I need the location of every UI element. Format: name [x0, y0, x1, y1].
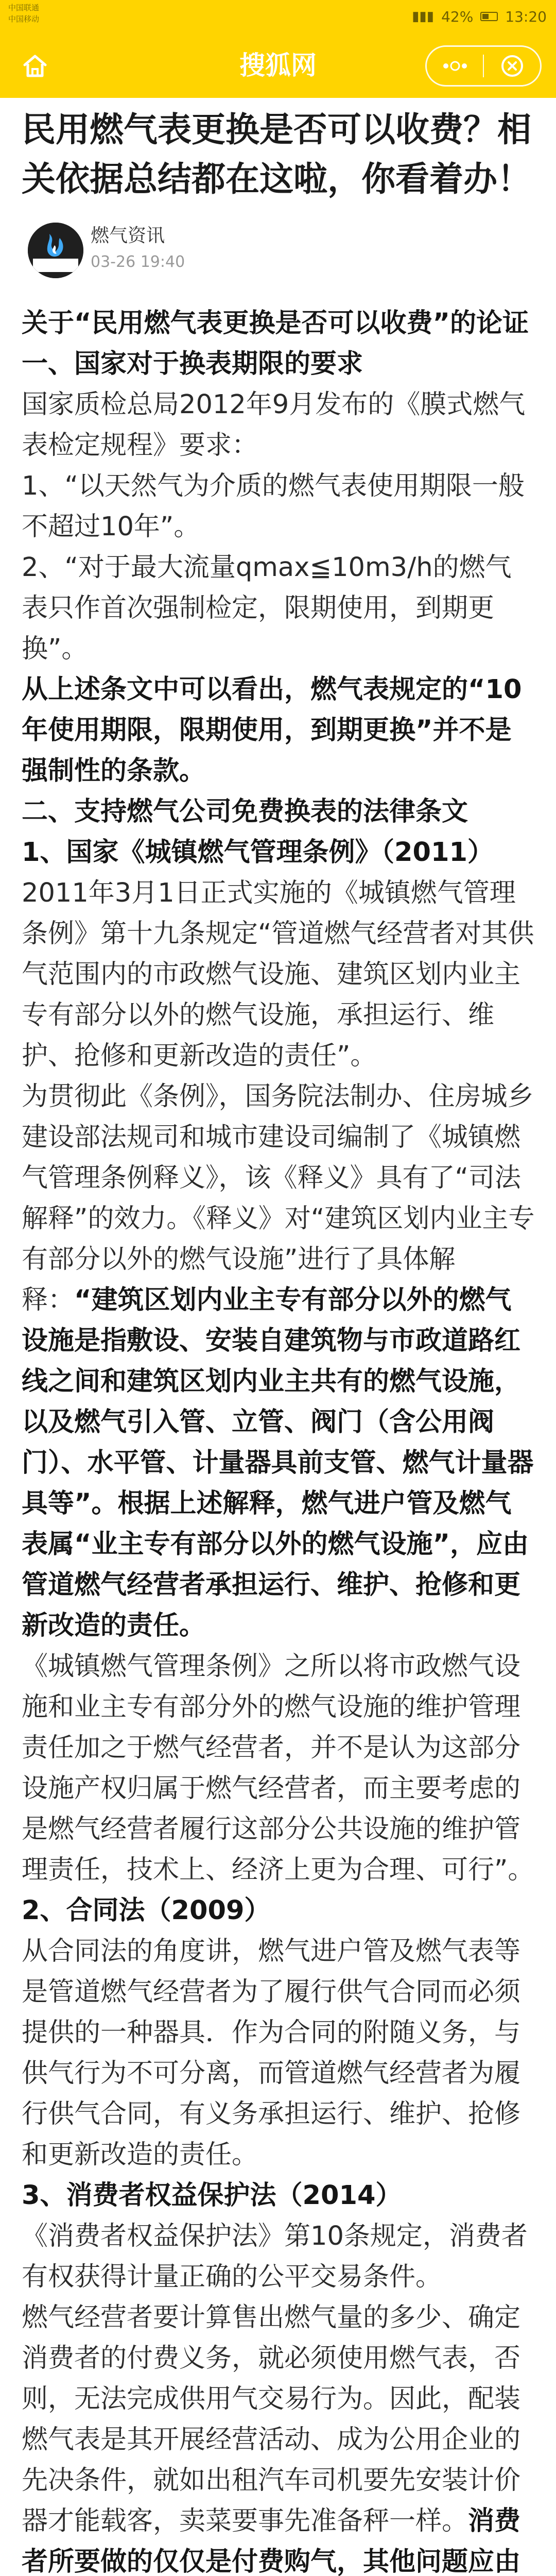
carrier-line-1: 中国联通	[8, 3, 40, 12]
more-dots-icon[interactable]	[427, 47, 483, 85]
paragraph-text: 《城镇燃气管理条例》之所以将市政燃气设施和业主专有部分外的燃气设施的维护管理责任加之于燃气经营者，并不是认为这部分设施产权归属于燃气经营者，而主要考虑的是燃气经营者履行这部分公共设施的维护管理责任，技术上、经济上更为合理、可行”。	[22, 1651, 534, 1885]
mini-program-capsule	[425, 45, 542, 87]
paragraph-text: 《消费者权益保护法》第10条规定，消费者有权获得计量正确的公平交易条件。	[22, 2221, 528, 2292]
battery-icon	[480, 12, 498, 21]
article-paragraph	[22, 547, 536, 669]
paragraph-text: 2、“对于最大流量qmax≦10m3/h的燃气表只作首次强制检定，限期使用，到期更换”。	[22, 552, 512, 664]
battery-level: 42%	[441, 8, 474, 25]
status-icons	[412, 7, 547, 26]
article-title: 民用燃气表更换是否可以收费？相关依据总结都在这啦，你看着办！	[22, 110, 531, 199]
article-paragraph	[22, 873, 536, 1076]
paragraph-text: 2、合同法（2009）	[22, 1895, 271, 1926]
page-title: 搜狐网	[239, 50, 317, 80]
article-paragraph	[22, 466, 536, 547]
paragraph-text: 关于“民用燃气表更换是否可以收费”的论证	[22, 308, 529, 338]
article-paragraph	[22, 1076, 536, 1646]
article-paragraph	[22, 384, 536, 466]
article	[22, 105, 536, 2576]
publish-time: 03-26 19:40	[91, 253, 185, 271]
status-bar	[0, 0, 556, 33]
paragraph-text: 从合同法的角度讲，燃气进户管及燃气表等是管道燃气经营者为了履行供气合同而必须提供的一种器具．作为合同的附随义务，与供气行为不可分离，而管道燃气经营者为履行供气合同，有义务承担运行、维护、抢修和更新改造的责任。	[22, 1936, 521, 2170]
author-name[interactable]: 燃气资讯	[91, 225, 165, 246]
paragraph-text: 2011年3月1日正式实施的《城镇燃气管理条例》第十九条规定“管道燃气经营者对其供气范围内的市政燃气设施、建筑区划内业主专有部分以外的燃气设施，承担运行、维护、抢修和更新改造的责任”。	[22, 878, 534, 1071]
paragraph-text: 1、国家《城镇燃气管理条例》（2011）	[22, 837, 494, 868]
paragraph-text: 燃气经营者要计算售出燃气量的多少、确定消费者的付费义务，就必须使用燃气表，否则，无法完成供用气交易行为。因此，配装燃气表是其开展经营活动、成为公用企业的先决条件，就如出租汽车司机要先安装计价器才能载客，卖菜要事先准备秤一样。	[22, 2302, 521, 2536]
paragraph-text: 国家质检总局2012年9月发布的《膜式燃气表检定规程》要求：	[22, 389, 526, 461]
article-paragraph	[22, 2216, 536, 2297]
article-heading	[22, 1890, 536, 1931]
carrier-info	[8, 2, 39, 25]
signal-icon: ▮▮▮	[412, 9, 435, 24]
author-bar[interactable]	[22, 218, 536, 280]
close-circle-icon[interactable]	[484, 47, 540, 85]
clock: 13:20	[505, 8, 547, 25]
article-heading	[22, 303, 536, 344]
article-heading	[22, 344, 536, 384]
carrier-line-2: 中国移动	[8, 14, 40, 24]
article-paragraph	[22, 1646, 536, 1890]
article-heading	[22, 2175, 536, 2216]
top-navbar	[0, 33, 556, 98]
paragraph-text: 为贯彻此《条例》，国务院法制办、住房城乡建设部法规司和城市建设司编制了《城镇燃气管理条例释义》，该《释义》具有了“司法解释”的效力。《释义》对“建筑区划内业主专有部分以外的燃气设施”进行了具体解释：	[22, 1081, 535, 1315]
paragraph-text: 从上述条文中可以看出，燃气表规定的“10年使用期限，限期使用，到期更换”并不是强制性的条款。	[22, 674, 522, 786]
paragraph-bold-tail: 消费者所要做的仅仅是付费购气，其他问题应由	[22, 2506, 521, 2576]
article-heading	[22, 669, 536, 791]
article-paragraph	[22, 1931, 536, 2175]
paragraph-text: 1、“以天然气为介质的燃气表使用期限一般不超过10年”。	[22, 471, 525, 542]
article-heading	[22, 832, 536, 873]
paragraph-text: 二、支持燃气公司免费换表的法律条文	[22, 796, 468, 827]
paragraph-text: 3、消费者权益保护法（2014）	[22, 2180, 402, 2211]
paragraph-text: 一、国家对于换表期限的要求	[22, 349, 363, 379]
article-paragraph	[22, 2297, 536, 2576]
article-body	[22, 303, 536, 2576]
paragraph-bold-tail: “建筑区划内业主专有部分以外的燃气设施是指敷设、安装自建筑物与市政道路红线之间和建筑区划内业主共有的燃气设施，以及燃气引入管、立管、阀门（含公用阀门）、水平管、计量器具前支管、燃气计量器具等”。根据上述解释，燃气进户管及燃气表属“业主专有部分以外的燃气设施”，应由管道燃气经营者承担运行、维护、抢修和更新改造的责任。	[22, 1285, 534, 1641]
article-heading	[22, 791, 536, 832]
author-avatar[interactable]	[28, 223, 83, 278]
